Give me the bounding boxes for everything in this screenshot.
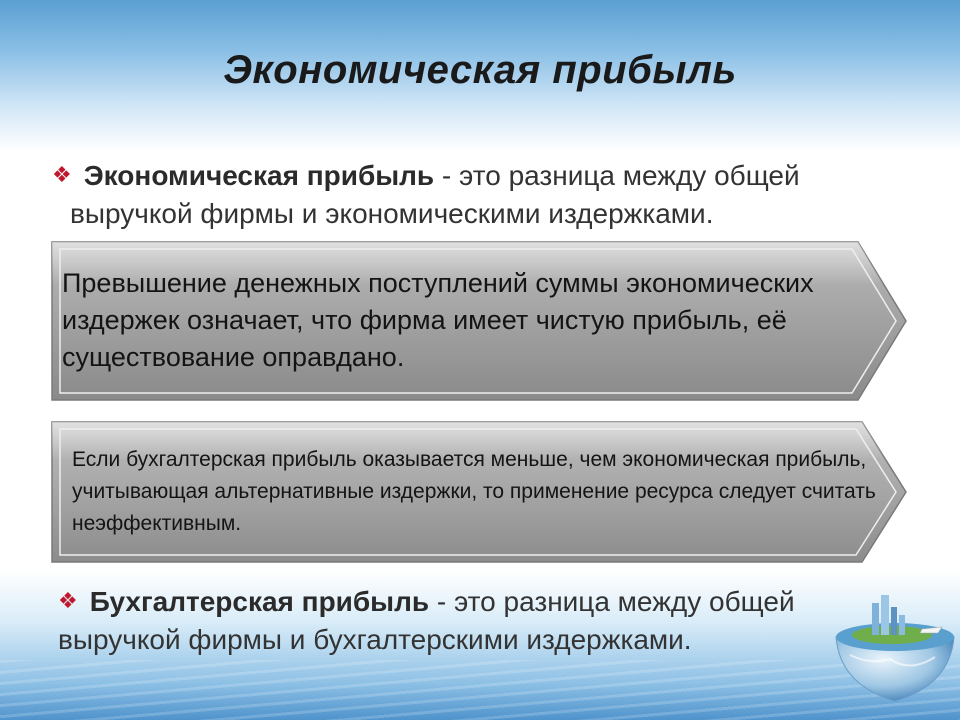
- globe-city-icon: [830, 585, 960, 705]
- bullet1-definition-line2: выручкой фирмы и экономическими издержками.: [70, 198, 714, 229]
- bullet2-definition: - это разница между общей выручкой фирмы и бухгалтерскими издержками.: [58, 586, 795, 655]
- bullet-economic-profit: [52, 158, 932, 232]
- term-accounting-profit: Бухгалтерская прибыль: [89, 586, 430, 617]
- diamond-bullet-icon: ❖: [52, 162, 72, 187]
- arrow-box-net-profit: [50, 240, 910, 402]
- inefficient-use-text: Если бухгалтерская прибыль оказывается меньше, чем экономическая прибыль, учитывающая альтернативные издержки, то применение ресурса следует считать неэффективным.: [72, 448, 876, 535]
- bullet1-definition: - это разница между общей: [434, 160, 800, 191]
- term-economic-profit: Экономическая прибыль: [83, 160, 435, 191]
- arrow-box-inefficient-use: [50, 420, 910, 564]
- slide-title: Экономическая прибыль: [223, 48, 737, 92]
- bullet-accounting-profit: [58, 584, 828, 658]
- diamond-bullet-icon: ❖: [58, 588, 78, 613]
- net-profit-text: Превышение денежных поступлений суммы экономических издержек означает, что фирма имеет чистую прибыль, её существование оправдано.: [62, 268, 814, 372]
